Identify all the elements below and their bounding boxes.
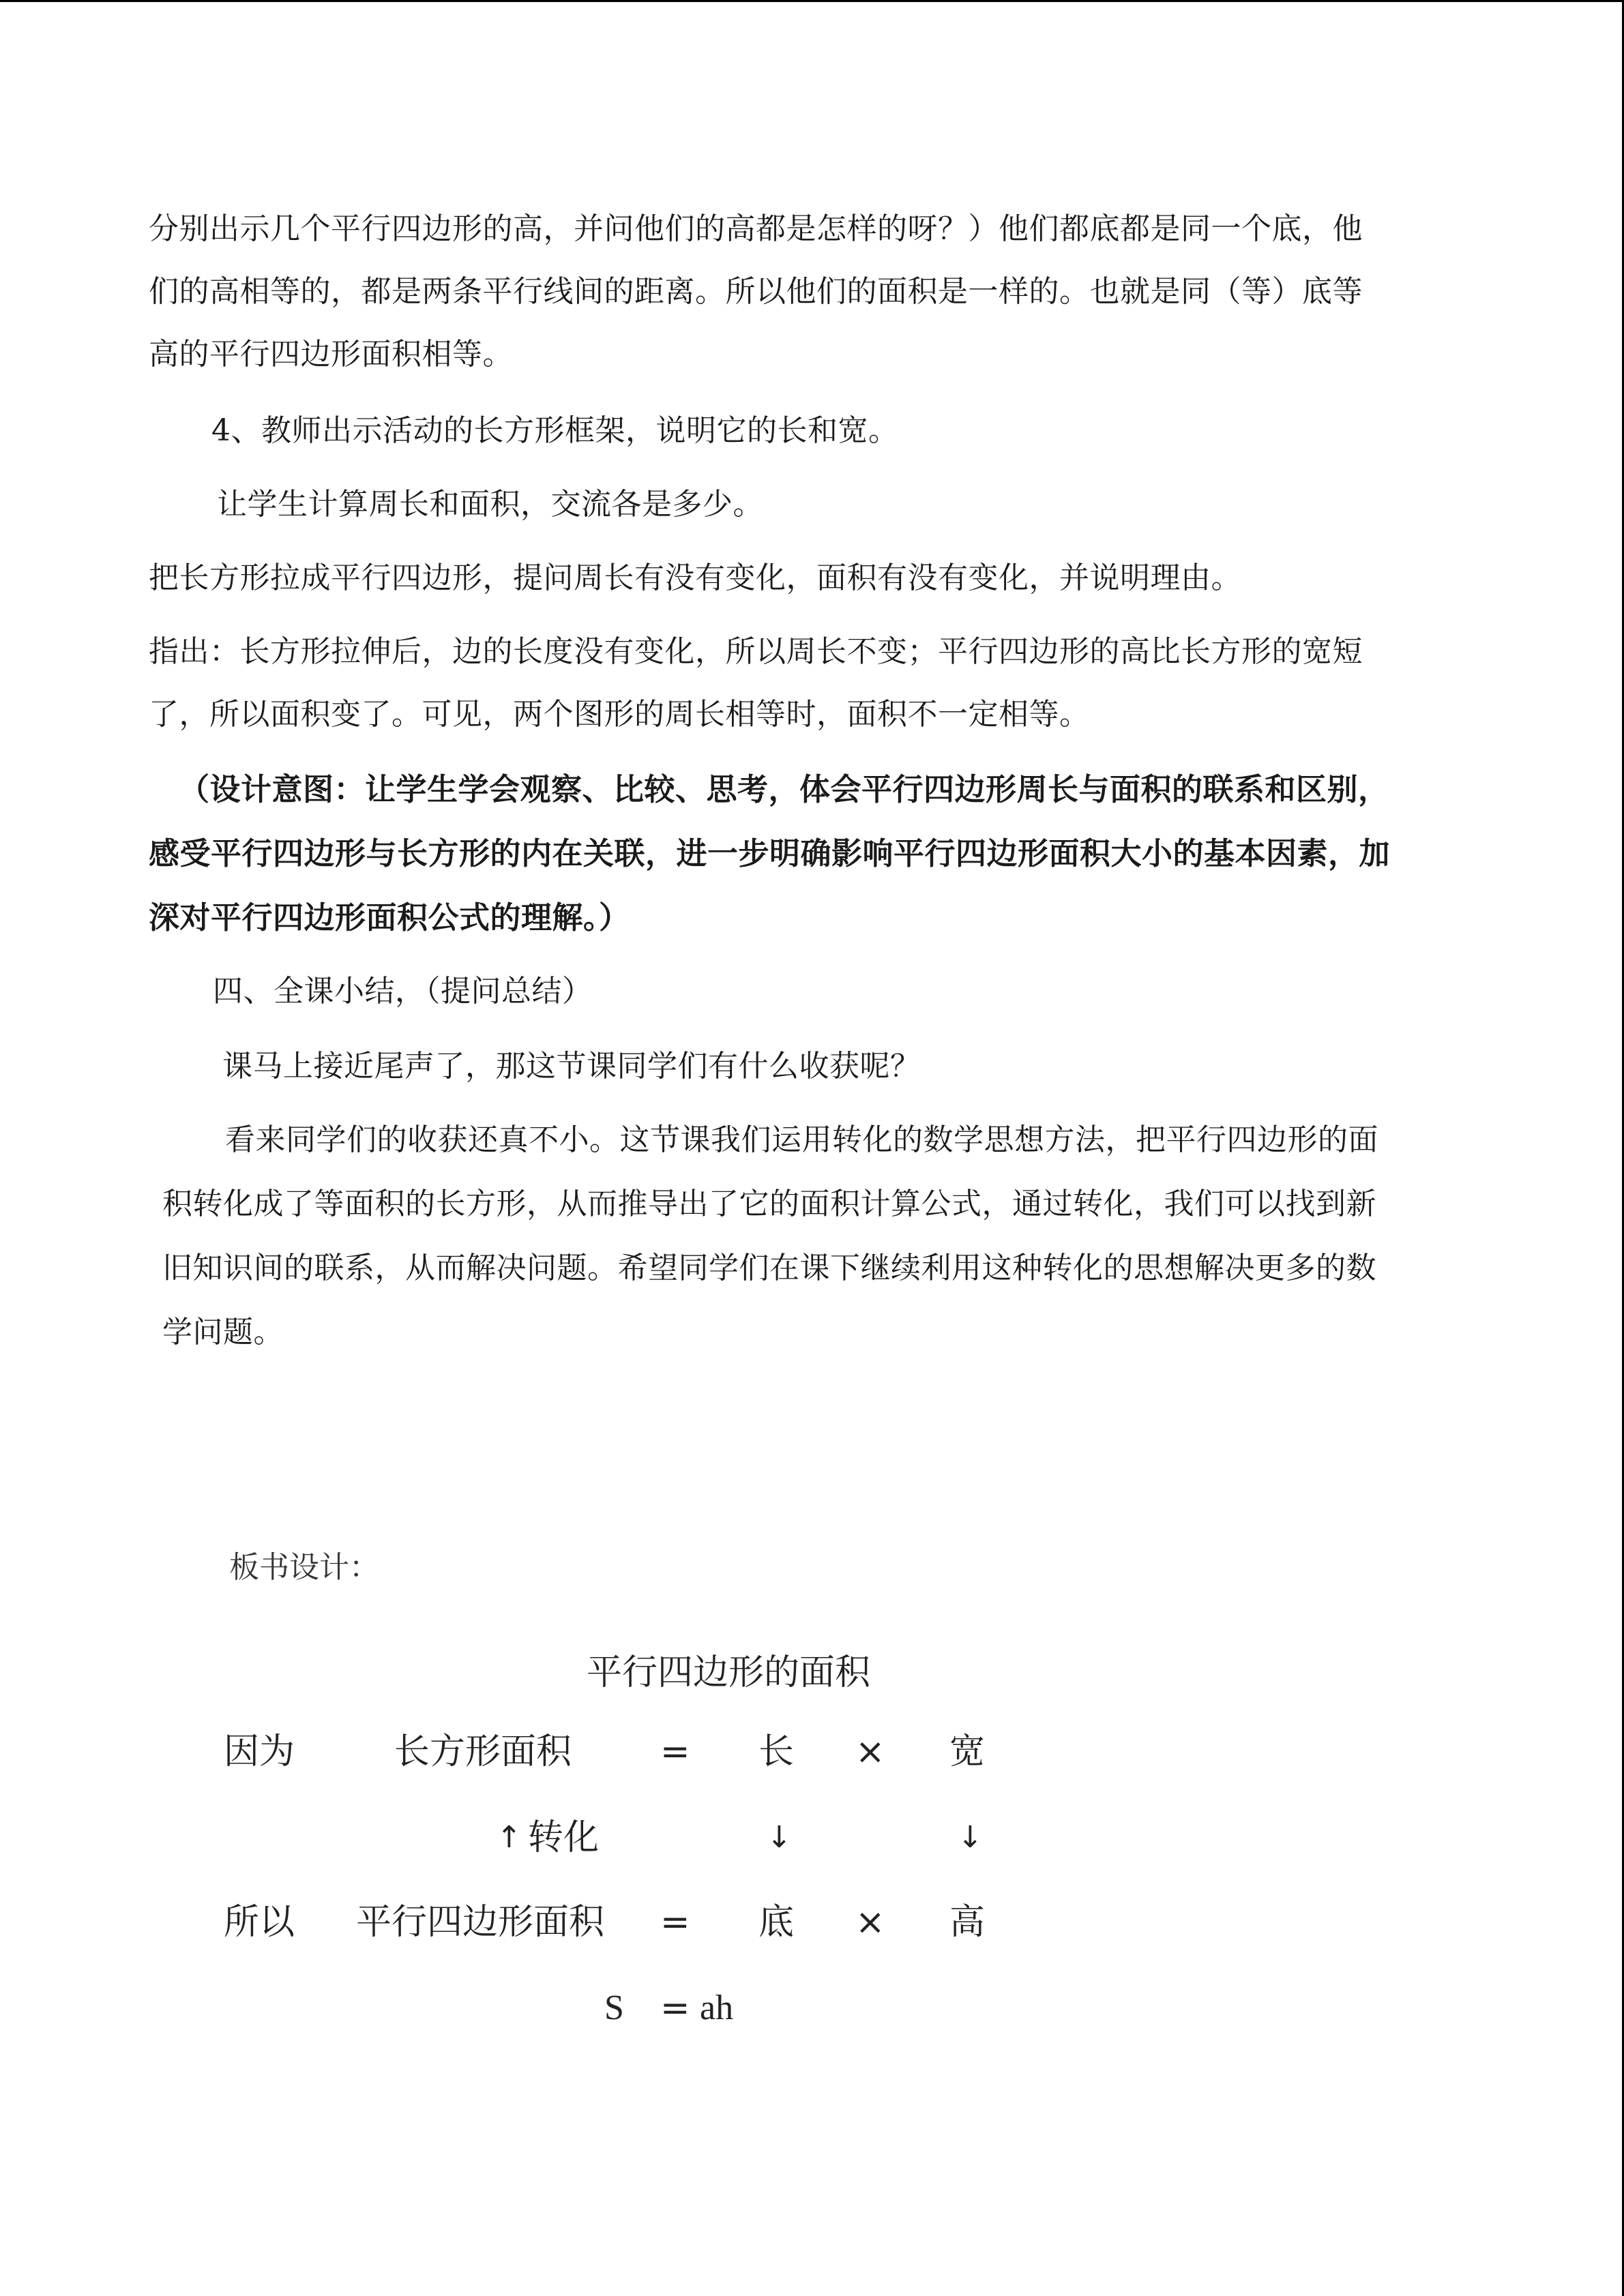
summary-line-2: 积转化成了等面积的长方形，从而推导出了它的面积计算公式，通过转化，我们可以找到新 — [162, 1187, 1376, 1221]
paragraph-5-line-1: 指出：长方形拉伸后，边的长度没有变化，所以周长不变；平行四边形的高比长方形的宽短 — [149, 634, 1363, 669]
board-design-label: 板书设计： — [229, 1550, 379, 1585]
design-intent-line-3: 深对平行四边形面积公式的理解。） — [149, 899, 630, 936]
design-intent-line-1: （设计意图：让学生学会观察、比较、思考，体会平行四边形周长与面积的联系和区别， — [179, 771, 1389, 807]
board-base: 底 — [758, 1902, 795, 1943]
design-intent-line-2: 感受平行四边形与长方形的内在关联，进一步明确影响平行四边形面积大小的基本因素，加 — [149, 835, 1391, 871]
board-formula-ah: ah — [700, 1988, 734, 2027]
board-equals-1: = — [660, 1731, 690, 1772]
paragraph-4: 把长方形拉成平行四边形，提问周长有没有变化，面积有没有变化，并说明理由。 — [149, 561, 1241, 595]
paragraph-1-line-2: 们的高相等的，都是两条平行线间的距离。所以他们的面积是一样的。也就是同（等）底等 — [149, 274, 1363, 309]
board-equals-2: = — [660, 1902, 690, 1943]
board-height: 高 — [949, 1902, 986, 1943]
board-title: 平行四边形的面积 — [587, 1652, 871, 1693]
paragraph-3: 让学生计算周长和面积，交流各是多少。 — [217, 487, 763, 522]
paragraph-1-line-3: 高的平行四边形面积相等。 — [149, 337, 513, 372]
paragraph-5-line-2: 了，所以面积变了。可见，两个图形的周长相等时，面积不一定相等。 — [149, 697, 1090, 732]
page-top-border — [0, 0, 1624, 2]
board-para-area: 平行四边形面积 — [356, 1902, 605, 1943]
board-up-arrow-icon: ↑ — [497, 1820, 522, 1855]
paragraph-1-line-1: 分别出示几个平行四边形的高，并问他们的高都是怎样的呀？）他们都底都是同一个底，他 — [149, 211, 1363, 246]
board-times-1: × — [855, 1731, 885, 1772]
board-length: 长 — [758, 1731, 795, 1772]
board-down-arrow-icon-1: ↓ — [767, 1820, 792, 1855]
question-line: 课马上接近尾声了，那这节课同学们有什么收获呢？ — [222, 1049, 921, 1084]
summary-line-1: 看来同学们的收获还真不小。这节课我们运用转化的数学思想方法，把平行四边形的面 — [225, 1122, 1378, 1157]
summary-line-3: 旧知识间的联系，从而解决问题。希望同学们在课下继续利用这种转化的思想解决更多的数 — [162, 1251, 1376, 1285]
board-so: 所以 — [224, 1902, 295, 1943]
board-rect-area: 长方形面积 — [394, 1731, 572, 1772]
board-width: 宽 — [949, 1731, 986, 1772]
summary-line-4: 学问题。 — [162, 1315, 284, 1350]
section-4-heading: 四、全课小结，（提问总结） — [213, 974, 593, 1009]
board-because: 因为 — [224, 1731, 295, 1772]
board-times-2: × — [855, 1902, 885, 1943]
paragraph-2: 4、教师出示活动的长方形框架，说明它的长和宽。 — [211, 413, 899, 448]
board-formula-s: S — [604, 1988, 624, 2027]
board-transform: 转化 — [528, 1817, 600, 1858]
board-formula-equals: = — [660, 1988, 690, 2029]
board-down-arrow-icon-2: ↓ — [958, 1820, 983, 1855]
